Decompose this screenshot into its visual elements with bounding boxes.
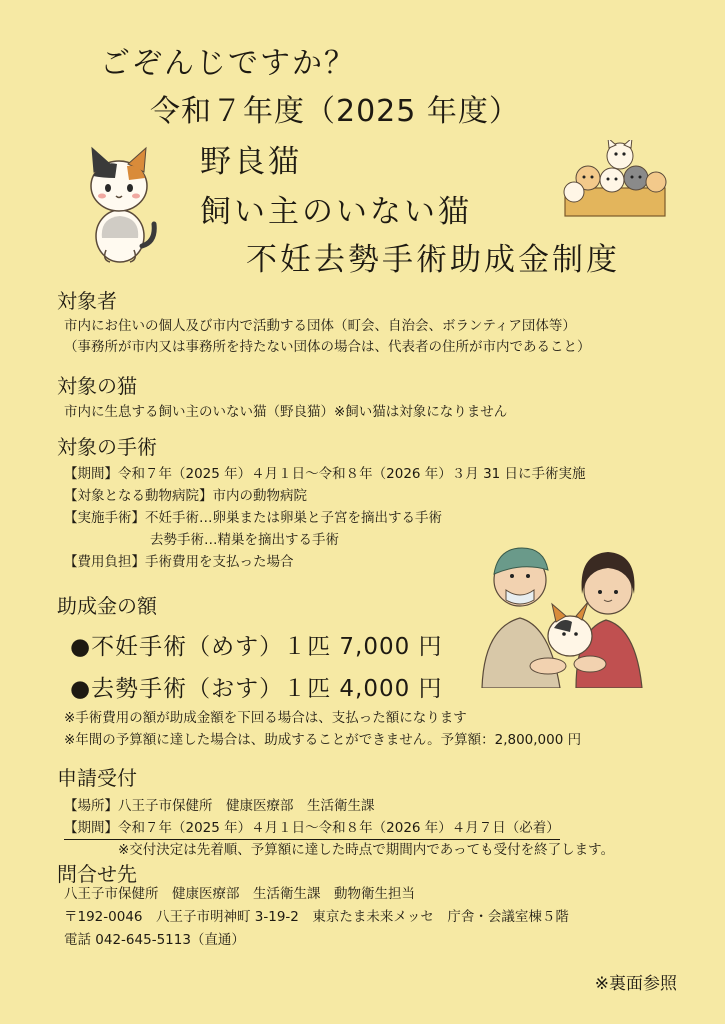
target-person-line-2: （事務所が市内又は事務所を持たない団体の場合は、代表者の住所が市内であること）: [64, 339, 591, 355]
grant-note-1: ※手術費用の額が助成金額を下回る場合は、支払った額になります: [64, 710, 467, 726]
surgery-hospital-row: [64, 486, 307, 507]
cat-group-illustration: [560, 140, 670, 220]
application-place-value: 八王子市保健所 健康医療部 生活衛生課: [118, 798, 375, 814]
surgery-type-label: 【実施手術】: [64, 510, 145, 526]
surgery-period-label: 【期間】: [64, 466, 118, 482]
grant-note-2: ※年間の予算額に達した場合は、助成することができません。予算額：2,800,000 円: [64, 732, 582, 748]
surgery-cost-row: [64, 552, 294, 573]
application-period-value: 令和７年（2025 年）４月１日～令和８年（2026 年）４月７日（必着）: [118, 820, 560, 836]
grant-spay-amount: ●不妊手術（めす）１匹 7,000 円: [70, 634, 443, 660]
surgery-hospital-value: 市内の動物病院: [212, 488, 307, 504]
greeting-heading: ごぞんじですか？: [100, 46, 356, 81]
surgery-type-spay: 不妊手術…卵巣または卵巣と子宮を摘出する手術: [145, 510, 442, 526]
calico-cat-illustration: [80, 146, 158, 264]
grant-heading: 助成金の額: [57, 594, 157, 618]
target-surgery-heading: 対象の手術: [57, 435, 157, 459]
veterinarian-illustration: [478, 538, 648, 688]
target-person-heading: 対象者: [57, 289, 117, 313]
application-heading: 申請受付: [57, 766, 137, 790]
application-period-label: 【期間】: [64, 820, 118, 836]
surgery-type-neuter: 去勢手術…精巣を摘出する手術: [150, 532, 339, 548]
contact-phone: 電話 042-645-5113（直通）: [64, 932, 245, 948]
fiscal-year-heading: 令和７年度（2025 年度）: [150, 94, 520, 129]
see-reverse-note: ※裏面参照: [594, 974, 677, 994]
application-period-row: [64, 818, 560, 840]
surgery-type-row: [64, 508, 442, 529]
title-line-1: 野良猫: [200, 144, 302, 180]
contact-department: 八王子市保健所 健康医療部 生活衛生課 動物衛生担当: [64, 886, 415, 902]
title-line-2: 飼い主のいない猫: [200, 194, 472, 230]
grant-neuter-amount: ●去勢手術（おす）１匹 4,000 円: [70, 676, 443, 702]
application-place-row: [64, 796, 375, 817]
target-cat-heading: 対象の猫: [57, 374, 137, 398]
title-line-3: 不妊去勢手術助成金制度: [246, 242, 620, 278]
application-place-label: 【場所】: [64, 798, 118, 814]
target-person-line-1: 市内にお住いの個人及び市内で活動する団体（町会、自治会、ボランティア団体等）: [64, 318, 576, 334]
target-cat-line-1: 市内に生息する飼い主のいない猫（野良猫）※飼い猫は対象になりません: [64, 404, 508, 420]
surgery-cost-label: 【費用負担】: [64, 554, 145, 570]
surgery-cost-value: 手術費用を支払った場合: [145, 554, 294, 570]
application-note: ※交付決定は先着順、予算額に達した時点で期間内であっても受付を終了します。: [118, 842, 615, 858]
surgery-period-value: 令和７年（2025 年）４月１日～令和８年（2026 年）３月 31 日に手術実施: [118, 466, 586, 482]
contact-address: 〒192-0046 八王子市明神町 3-19-2 東京たま未来メッセ 庁舎・会議室棟５階: [64, 909, 569, 925]
surgery-period-row: [64, 464, 586, 485]
surgery-hospital-label: 【対象となる動物病院】: [64, 488, 213, 504]
contact-heading: 問合せ先: [57, 862, 137, 886]
